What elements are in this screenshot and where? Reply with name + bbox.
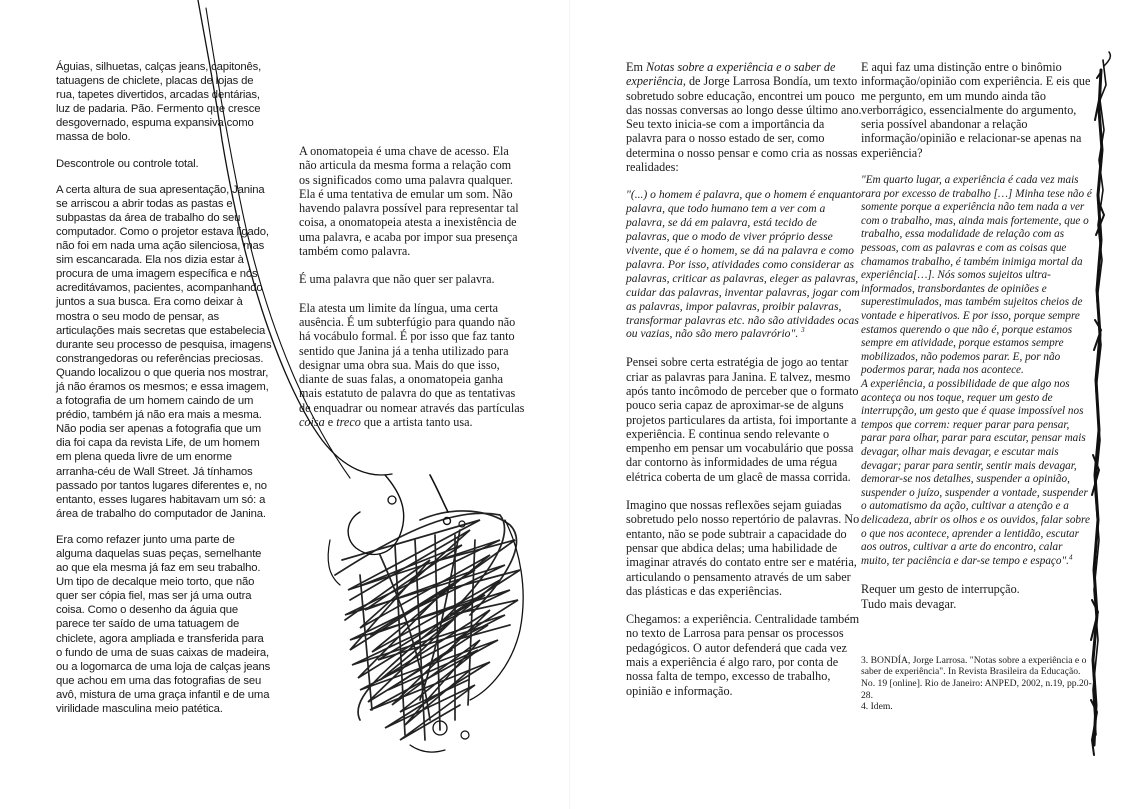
paragraph: Pensei sobre certa estratégia de jogo ao tentar criar as palavras para Janina. E talvez, mesmo após tanto incômodo de perceber que o formato pouco seria capaz de aproximar-se de alguns projetos particulares da artista, foi importante a experiência. E continua sendo relevante o empenho em pensar um vocabulário que possa dar contorno às informidades de uma régua elétrica coberta de um glacê de massa corrida.	[626, 355, 859, 484]
emphasis: Notas sobre a experiência e o saber de experiência	[626, 60, 836, 89]
quote-text: A experiência, a possibilidade de que algo nos aconteça ou nos toque, requer um gesto de interrupção, um gesto que é quase impossível nos tempos que correm: requer parar para pensar, parar para olhar, parar para escutar, pensar mais devagar, olhar mais devagar, e escutar mais devagar; parar para sentir, sentir mais devagar, demorar-se nos detalhes, suspender a opinião, suspender o juízo, suspender a vontade, suspender o automatismo da ação, cultivar a atenção e a delicadeza, abrir os olhos e os ouvidos, falar sobre o que nos acontece, aprender a lentidão, escutar aos outros, cultivar a arte do encontro, calar muito, ter paciência e dar-se tempo e espaço".	[861, 377, 1090, 567]
footnote-ref: 4	[1068, 552, 1073, 561]
paragraph: Águias, silhuetas, calças jeans, capitonês, tatuagens de chiclete, placas de lojas de rua, tapetes divertidos, arcadas dentárias, luz de padaria. Pão. Fermento que cresce desgovernado, espuma expansiva como massa de bolo.	[56, 61, 262, 144]
text: que a artista tanto usa.	[360, 415, 473, 430]
paragraph: Chegamos: a experiência. Centralidade também no texto de Larrosa para pensar os processos pedagógicos. O autor defenderá que cada vez mais a experiência é algo raro, por conta de nossa falta de tempo, excesso de trabalho, opinião e informação.	[626, 612, 860, 698]
quote-text: "(...) o homem é palavra, que o homem é enquanto palavra, que todo humano tem a ver com a palavra, se dá em palavra, está tecido de palavras, que o modo de viver próprio desse vivente, que é o homem, se dá na palavra e como palavra. Por isso, atividades como considerar as palavras, criticar as palavras, eleger as palavras, cuidar das palavras, inventar palavras, jogar com as palavras, impor palavras, proibir palavras, transformar palavras etc. não são atividades ocas ou vazias, não são mero palavrório".	[626, 188, 862, 341]
text-line: Requer um gesto de interrupção.	[861, 582, 1020, 597]
paragraph: A certa altura de sua apresentação, Janina se arriscou a abrir todas as pastas e subpastas da área de trabalho do seu computador. Como o projetor estava ligado, não foi em nada uma ação silenciosa, mas sim escancarada. Ela nos dizia estar à procura de uma imagem específica e nós acreditávamos, pacientes, acompanhando juntos a sua busca. Era como deixar à mostra o seu modo de pensar, as articulações mais secretas que estabelecia durante seu processo de pesquisa, imagens constrangedoras ou referências preciosas. Quando localizou o que queria nos mostrar, já não éramos os mesmos; e essa imagem, a fotografia de um homem caindo de um prédio, também já não era mais a mesma. Não podia ser apenas a fotografia que um dia foi capa da revista Life, de um homem em plena queda livre de um enorme arranha-céu de Wall Street. Já tínhamos passado por tantos lugares diferentes e, no entanto, esses lugares habitavam um só: a área de trabalho do computador de Janina.	[56, 183, 272, 520]
text: , de Jorge Larrosa Bondía, um texto sobretudo sobre educação, encontrei um pouco das nossas conversas ao longo desse último ano. Seu texto inicia-se com a importância da palavra para o nosso estado de ser, como determina o nosso pensar e como cria as nossas realidades:	[626, 74, 862, 175]
text: e	[324, 415, 337, 430]
text: Ela atesta um limite da língua, uma certa ausência. É um subterfúgio para quando não há vocábulo formal. É por isso que faz tanto sentido que Janina já a tenha utilizado para designar uma obra sua. Mais do que isso, diante de suas falas, a onomatopeia ganha mais estatuto de palavra do que as tentativas de enquadrar ou nomear através das partículas	[299, 300, 525, 415]
paragraph: Era como refazer junto uma parte de alguma daquelas suas peças, semelhante ao que ela mesma já faz em seu trabalho. Um tipo de decalque meio torto, que não quer ser cópia fiel, mas ser já uma outra coisa. Como o desenho da águia que parece ter saído de uma tatuagem de chiclete, agora ampliada e transferida para o fundo de uma de suas caixas de madeira, ou a logomarca de uma loja de calças jeans que achou em uma das fotografias de seu avô, mistura de uma graça infantil e de uma virilidade masculina meio patética.	[56, 533, 271, 716]
footnote-ref: 3	[801, 326, 805, 335]
text-line: Tudo mais devagar.	[861, 596, 957, 611]
text: Em	[626, 60, 646, 74]
paragraph: É uma palavra que não quer ser palavra.	[299, 272, 495, 287]
paragraph: Imagino que nossas reflexões sejam guiadas sobretudo pelo nosso repertório de palavras. No entanto, não se pode subtrair a capacidade do pensar que abdica delas; uma habilidade de imaginar através do contato entre ser e matéria, articulando o pensamento através de um saber das plásticas e das experiências.	[626, 498, 860, 598]
paragraph: A onomatopeia é uma chave de acesso. Ela não articula da mesma forma a relação com os significados como uma palavra qualquer. Ela é uma tentativa de emular um som. Não havendo palavra possível para representar tal coisa, a onomatopeia atesta a inexistência de uma palavra, e acaba por impor sua presença também como palavra.	[299, 144, 519, 259]
footnote: 4. Idem.	[861, 701, 893, 713]
edge-scribble	[570, 0, 1140, 809]
right-page	[570, 0, 1140, 809]
paragraph: E aqui faz uma distinção entre o binômio informação/opinião com experiência. E eis que me pergunto, em um mundo ainda tão verborrágico, essencialmente do argumento, seria possível abandonar a relação informação/opinião e relacionar-se apenas na experiência?	[861, 60, 1091, 160]
emphasis: treco	[336, 415, 361, 430]
quote-text: "Em quarto lugar, a experiência é cada vez mais rara por excesso de trabalho […] Minha tese não é somente porque a experiência não tem nada a ver com o trabalho, mas, ainda mais fortemente, que o trabalho, essa modalidade de relação com as pessoas, com as palavras e com as coisas que chamamos trabalho, é também inimiga mortal da experiência[…]. Nós somos sujeitos ultra-informados, transbordantes de opiniões e superestimulados, mas também sujeitos cheios de vontade e hiperativos. E por isso, porque sempre estamos querendo o que não é, porque estamos sempre em atividade, porque estamos sempre mobilizados, não podemos parar. E, por não podermos parar, nada nos acontece.	[861, 174, 1092, 377]
emphasis: coisa	[299, 415, 325, 430]
footnote: 3. BONDÍA, Jorge Larrosa. "Notas sobre a experiência e o saber de experiência". In Revista Brasileira da Educação. No. 19 [online]. Rio de Janeiro: ANPED, 2002, n.19, pp.20-28.	[861, 654, 1092, 701]
paragraph: Descontrole ou controle total.	[56, 157, 199, 170]
